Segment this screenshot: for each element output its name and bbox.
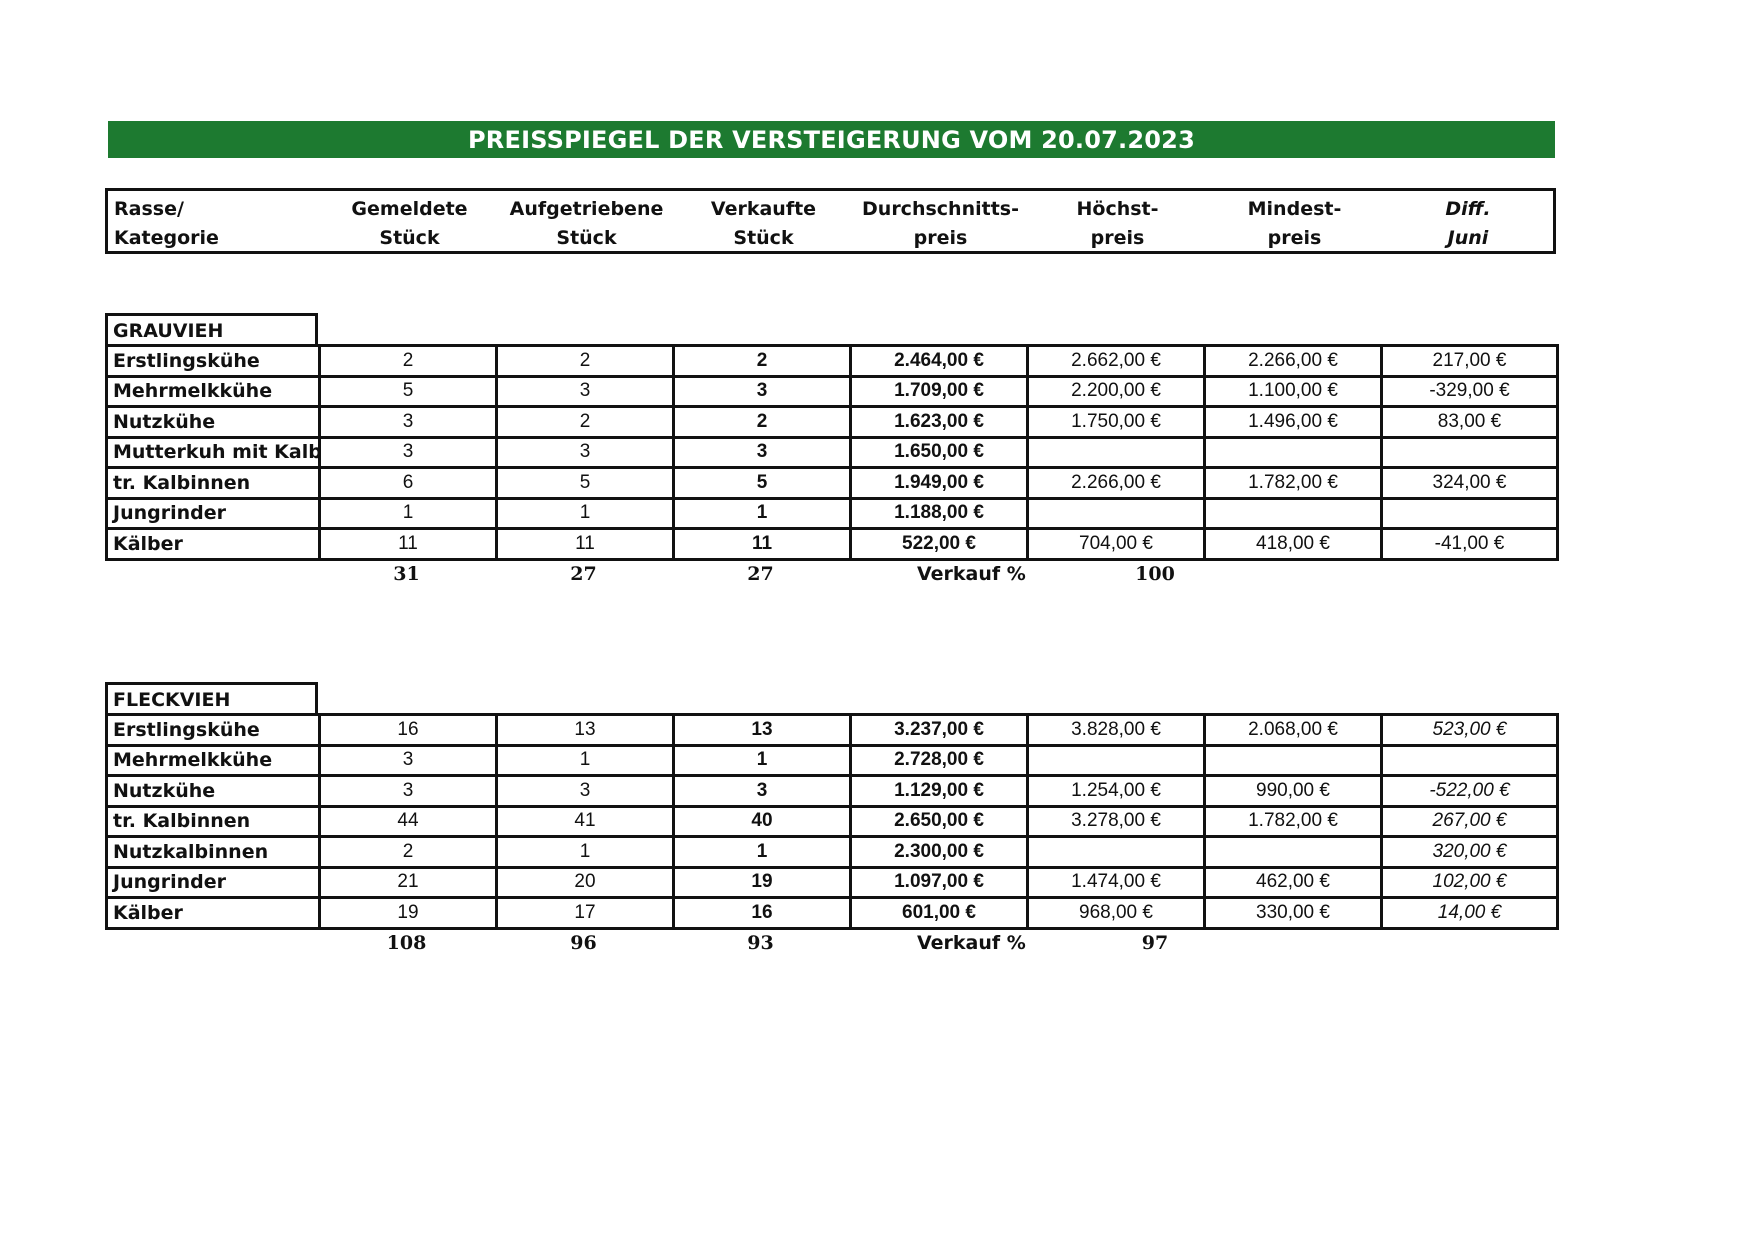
- cell-mindestpreis: 462,00 €: [1205, 867, 1382, 898]
- cell-durchschnittspreis: 2.728,00 €: [851, 745, 1028, 776]
- cell-verkauft: 1: [674, 745, 851, 776]
- header-label: Durchschnitts-: [862, 198, 1019, 220]
- cell-gemeldet: 1: [320, 498, 497, 529]
- total-aufgetrieben: 96: [570, 932, 597, 954]
- table-row: [107, 346, 1558, 377]
- cell-gemeldet: 3: [320, 407, 497, 438]
- header-gemeldete-stueck: [321, 195, 498, 253]
- section-label-grauvieh: GRAUVIEH: [105, 313, 318, 346]
- cell-diff-juni: -329,00 €: [1382, 376, 1558, 407]
- section-label-fleckvieh: FLECKVIEH: [105, 682, 318, 715]
- table-row: [107, 776, 1558, 807]
- header-label: Juni: [1447, 227, 1489, 249]
- cell-hoechstpreis: 2.200,00 €: [1028, 376, 1205, 407]
- total-aufgetrieben: 27: [570, 563, 597, 585]
- cell-diff-juni: 523,00 €: [1382, 715, 1558, 746]
- cell-aufgetrieben: 1: [497, 498, 674, 529]
- cell-mindestpreis: 1.782,00 €: [1205, 806, 1382, 837]
- header-label: Höchst-: [1076, 198, 1159, 220]
- cell-aufgetrieben: 13: [497, 715, 674, 746]
- cell-durchschnittspreis: 1.650,00 €: [851, 437, 1028, 468]
- cell-gemeldet: 44: [320, 806, 497, 837]
- cell-durchschnittspreis: 1.188,00 €: [851, 498, 1028, 529]
- cell-aufgetrieben: 2: [497, 407, 674, 438]
- cell-verkauft: 16: [674, 898, 851, 929]
- cell-hoechstpreis: 1.254,00 €: [1028, 776, 1205, 807]
- cell-mindestpreis: 990,00 €: [1205, 776, 1382, 807]
- total-verkauft: 93: [747, 932, 774, 954]
- cell-hoechstpreis: 2.266,00 €: [1028, 468, 1205, 499]
- cell-kategorie: Nutzkühe: [107, 776, 320, 807]
- header-diff-juni: [1383, 195, 1553, 253]
- verkauf-percent-value: 100: [1135, 563, 1175, 585]
- cell-mindestpreis: 330,00 €: [1205, 898, 1382, 929]
- cell-kategorie: Nutzkalbinnen: [107, 837, 320, 868]
- cell-diff-juni: [1382, 437, 1558, 468]
- table-row: [107, 867, 1558, 898]
- cell-diff-juni: -41,00 €: [1382, 529, 1558, 560]
- grauvieh-table: [105, 344, 1559, 561]
- header-label: Aufgetriebene: [509, 198, 664, 220]
- cell-diff-juni: 14,00 €: [1382, 898, 1558, 929]
- cell-hoechstpreis: 968,00 €: [1028, 898, 1205, 929]
- total-verkauft: 27: [747, 563, 774, 585]
- cell-mindestpreis: 418,00 €: [1205, 529, 1382, 560]
- header-label: Stück: [733, 227, 794, 249]
- cell-verkauft: 1: [674, 837, 851, 868]
- cell-verkauft: 40: [674, 806, 851, 837]
- cell-gemeldet: 5: [320, 376, 497, 407]
- cell-durchschnittspreis: 2.650,00 €: [851, 806, 1028, 837]
- cell-verkauft: 1: [674, 498, 851, 529]
- cell-mindestpreis: 1.100,00 €: [1205, 376, 1382, 407]
- cell-aufgetrieben: 3: [497, 376, 674, 407]
- cell-hoechstpreis: 3.278,00 €: [1028, 806, 1205, 837]
- cell-aufgetrieben: 3: [497, 776, 674, 807]
- cell-gemeldet: 11: [320, 529, 497, 560]
- table-row: [107, 837, 1558, 868]
- header-label: Mindest-: [1247, 198, 1342, 220]
- cell-durchschnittspreis: 1.949,00 €: [851, 468, 1028, 499]
- cell-gemeldet: 19: [320, 898, 497, 929]
- cell-diff-juni: 324,00 €: [1382, 468, 1558, 499]
- cell-aufgetrieben: 1: [497, 745, 674, 776]
- cell-diff-juni: 83,00 €: [1382, 407, 1558, 438]
- table-row: [107, 529, 1558, 560]
- cell-gemeldet: 2: [320, 346, 497, 377]
- cell-kategorie: Nutzkühe: [107, 407, 320, 438]
- header-durchschnittspreis: [852, 195, 1029, 253]
- table-row: [107, 715, 1558, 746]
- cell-durchschnittspreis: 1.129,00 €: [851, 776, 1028, 807]
- total-gemeldet: 108: [386, 932, 427, 954]
- cell-mindestpreis: [1205, 498, 1382, 529]
- cell-mindestpreis: 1.496,00 €: [1205, 407, 1382, 438]
- cell-kategorie: Erstlingskühe: [107, 715, 320, 746]
- table-row: [107, 468, 1558, 499]
- verkauf-percent-label: Verkauf %: [917, 563, 1026, 585]
- cell-verkauft: 3: [674, 376, 851, 407]
- cell-hoechstpreis: 2.662,00 €: [1028, 346, 1205, 377]
- cell-diff-juni: 320,00 €: [1382, 837, 1558, 868]
- cell-diff-juni: [1382, 745, 1558, 776]
- fleckvieh-totals: [105, 932, 1556, 962]
- cell-kategorie: Jungrinder: [107, 498, 320, 529]
- fleckvieh-table: [105, 713, 1559, 930]
- cell-verkauft: 3: [674, 776, 851, 807]
- cell-diff-juni: -522,00 €: [1382, 776, 1558, 807]
- header-label: preis: [1090, 227, 1145, 249]
- cell-hoechstpreis: 3.828,00 €: [1028, 715, 1205, 746]
- table-row: [107, 407, 1558, 438]
- cell-aufgetrieben: 3: [497, 437, 674, 468]
- cell-verkauft: 19: [674, 867, 851, 898]
- header-label: Gemeldete: [351, 198, 468, 220]
- cell-verkauft: 13: [674, 715, 851, 746]
- cell-durchschnittspreis: 601,00 €: [851, 898, 1028, 929]
- cell-aufgetrieben: 5: [497, 468, 674, 499]
- cell-gemeldet: 21: [320, 867, 497, 898]
- cell-diff-juni: 102,00 €: [1382, 867, 1558, 898]
- cell-hoechstpreis: [1028, 498, 1205, 529]
- cell-mindestpreis: [1205, 837, 1382, 868]
- header-label: preis: [913, 227, 968, 249]
- cell-durchschnittspreis: 1.097,00 €: [851, 867, 1028, 898]
- cell-hoechstpreis: 1.474,00 €: [1028, 867, 1205, 898]
- cell-aufgetrieben: 20: [497, 867, 674, 898]
- cell-diff-juni: [1382, 498, 1558, 529]
- cell-kategorie: tr. Kalbinnen: [107, 468, 320, 499]
- cell-verkauft: 3: [674, 437, 851, 468]
- cell-kategorie: Erstlingskühe: [107, 346, 320, 377]
- table-row: [107, 498, 1558, 529]
- cell-mindestpreis: 2.068,00 €: [1205, 715, 1382, 746]
- header-label: Diff.: [1445, 198, 1491, 220]
- cell-verkauft: 5: [674, 468, 851, 499]
- cell-aufgetrieben: 1: [497, 837, 674, 868]
- header-label: Kategorie: [114, 227, 219, 249]
- cell-gemeldet: 3: [320, 745, 497, 776]
- grauvieh-totals: [105, 563, 1556, 593]
- header-label: Stück: [556, 227, 617, 249]
- cell-aufgetrieben: 41: [497, 806, 674, 837]
- header-label: Stück: [379, 227, 440, 249]
- cell-durchschnittspreis: 3.237,00 €: [851, 715, 1028, 746]
- header-hoechstpreis: [1029, 195, 1206, 253]
- cell-durchschnittspreis: 2.300,00 €: [851, 837, 1028, 868]
- verkauf-percent-value: 97: [1141, 932, 1169, 954]
- header-rasse-kategorie: [114, 195, 314, 253]
- cell-hoechstpreis: 1.750,00 €: [1028, 407, 1205, 438]
- cell-verkauft: 2: [674, 407, 851, 438]
- cell-hoechstpreis: 704,00 €: [1028, 529, 1205, 560]
- cell-aufgetrieben: 11: [497, 529, 674, 560]
- cell-kategorie: tr. Kalbinnen: [107, 806, 320, 837]
- cell-aufgetrieben: 17: [497, 898, 674, 929]
- cell-gemeldet: 3: [320, 437, 497, 468]
- cell-aufgetrieben: 2: [497, 346, 674, 377]
- header-label: Rasse/: [114, 198, 184, 220]
- cell-mindestpreis: [1205, 745, 1382, 776]
- cell-durchschnittspreis: 522,00 €: [851, 529, 1028, 560]
- cell-verkauft: 11: [674, 529, 851, 560]
- cell-kategorie: Kälber: [107, 898, 320, 929]
- page-title: PREISSPIEGEL DER VERSTEIGERUNG VOM 20.07.2023: [108, 121, 1555, 158]
- cell-mindestpreis: [1205, 437, 1382, 468]
- cell-gemeldet: 2: [320, 837, 497, 868]
- cell-kategorie: Kälber: [107, 529, 320, 560]
- cell-hoechstpreis: [1028, 837, 1205, 868]
- table-row: [107, 898, 1558, 929]
- verkauf-percent-label: Verkauf %: [917, 932, 1026, 954]
- cell-durchschnittspreis: 1.709,00 €: [851, 376, 1028, 407]
- header-verkaufte-stueck: [675, 195, 852, 253]
- cell-kategorie: Mehrmelkkühe: [107, 745, 320, 776]
- header-label: Verkaufte: [710, 198, 817, 220]
- cell-kategorie: Mutterkuh mit Kalb: [107, 437, 320, 468]
- cell-gemeldet: 6: [320, 468, 497, 499]
- table-row: [107, 806, 1558, 837]
- table-row: [107, 437, 1558, 468]
- cell-gemeldet: 16: [320, 715, 497, 746]
- cell-diff-juni: 267,00 €: [1382, 806, 1558, 837]
- header-aufgetriebene-stueck: [498, 195, 675, 253]
- cell-durchschnittspreis: 2.464,00 €: [851, 346, 1028, 377]
- cell-durchschnittspreis: 1.623,00 €: [851, 407, 1028, 438]
- cell-mindestpreis: 1.782,00 €: [1205, 468, 1382, 499]
- cell-diff-juni: 217,00 €: [1382, 346, 1558, 377]
- cell-verkauft: 2: [674, 346, 851, 377]
- table-row: [107, 745, 1558, 776]
- cell-hoechstpreis: [1028, 745, 1205, 776]
- cell-hoechstpreis: [1028, 437, 1205, 468]
- cell-gemeldet: 3: [320, 776, 497, 807]
- header-label: preis: [1267, 227, 1322, 249]
- total-gemeldet: 31: [393, 563, 420, 585]
- cell-mindestpreis: 2.266,00 €: [1205, 346, 1382, 377]
- header-mindestpreis: [1206, 195, 1383, 253]
- cell-kategorie: Mehrmelkkühe: [107, 376, 320, 407]
- column-header-box: [105, 188, 1556, 254]
- table-row: [107, 376, 1558, 407]
- cell-kategorie: Jungrinder: [107, 867, 320, 898]
